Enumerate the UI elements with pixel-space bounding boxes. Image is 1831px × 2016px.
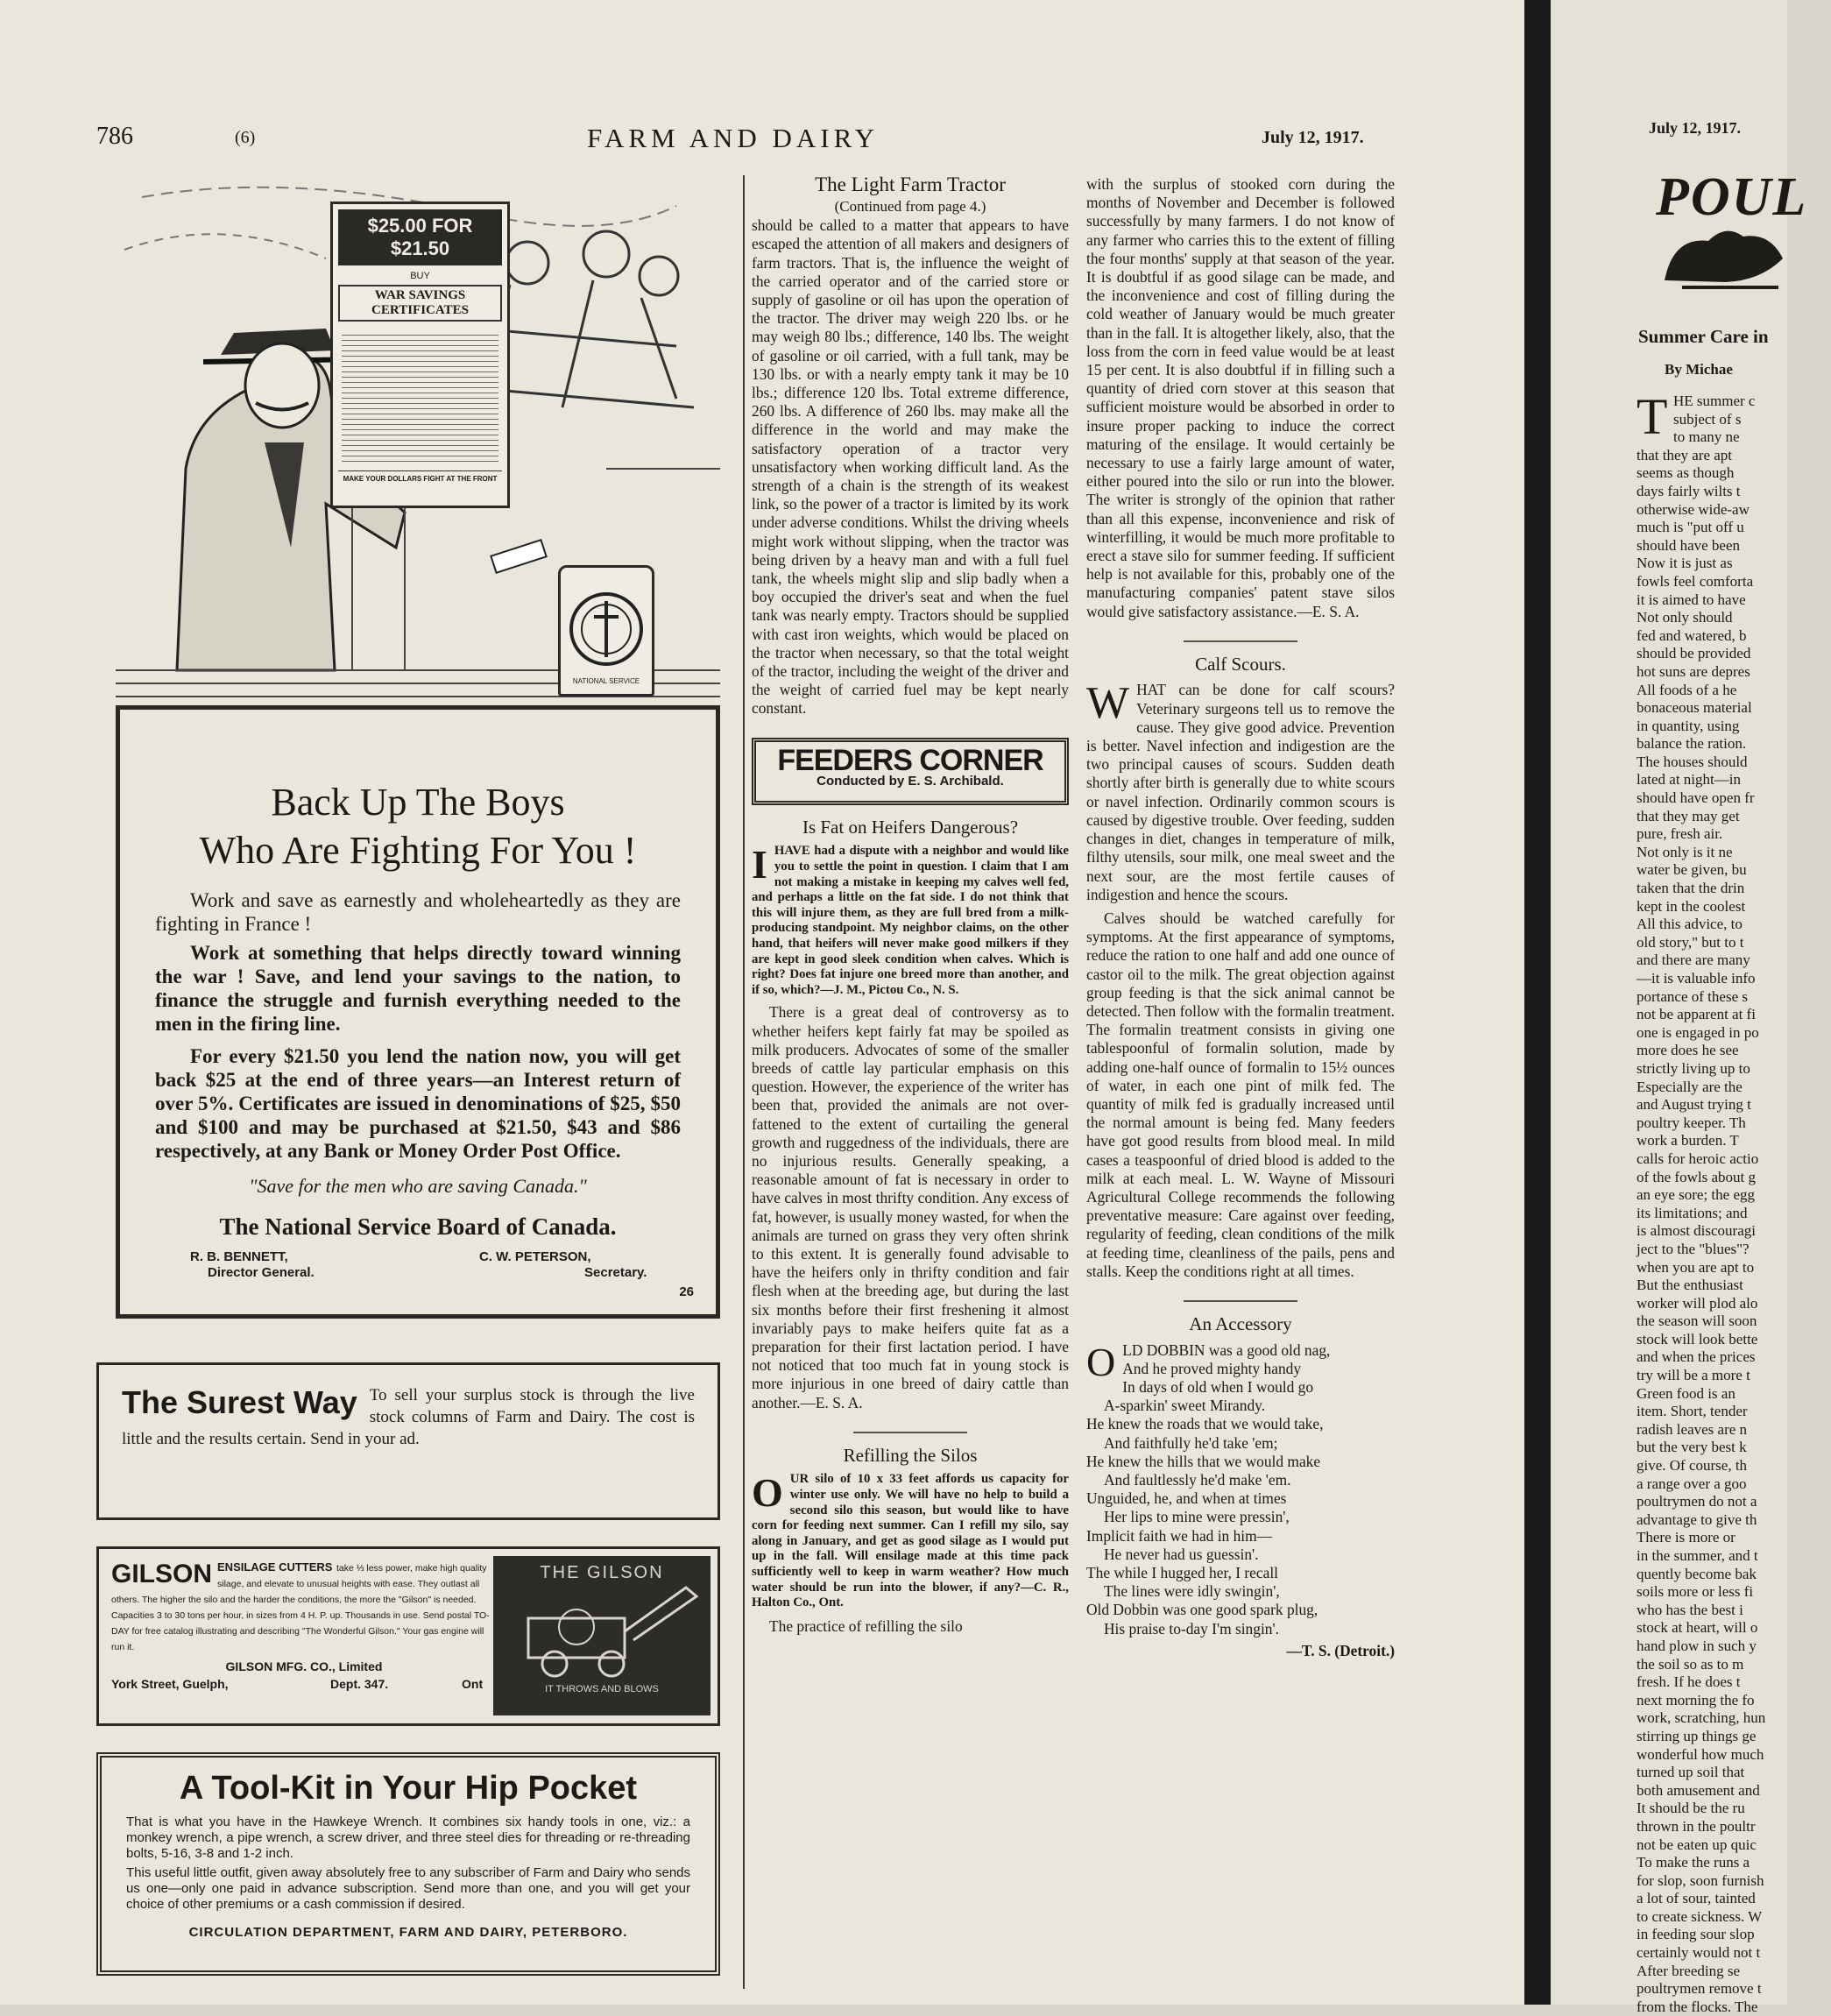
right-article-body [1637,393,1812,2016]
silos-drop-cap: O [752,1470,783,1516]
war-ad-illustration [116,180,720,705]
right-article-line: to many ne [1673,428,1740,446]
gilson-address: York Street, Guelph, [111,1677,229,1691]
cert-title: WAR SAVINGS CERTIFICATES [338,285,502,322]
poem-line: Implicit faith we had in him— [1086,1526,1273,1545]
right-article-line: for slop, soon furnish [1637,1871,1764,1889]
right-article-line: that they may get [1637,807,1740,824]
toolkit-p2: This useful little outfit, given away absolutely free to any subscriber of Farm and Dairy who sends us one—only one paid in advance subscription. Send more than one, and you will get your choice of other premiums or a cash commission if desired. [126,1865,690,1912]
right-article-line: Not only is it ne [1637,843,1733,860]
right-article-line: is almost discouragi [1637,1222,1756,1240]
right-article-line: should have been [1637,536,1741,554]
calf-drop-cap: W [1086,678,1130,729]
right-article-line: wonderful how much [1637,1745,1764,1763]
right-byline: By Michae [1665,361,1733,378]
sig1-title: Director General. [208,1265,315,1280]
toolkit-p1: That is what you have in the Hawkeye Wrench. It combines six handy tools in one, viz.: a monkey wrench, a pipe wrench, a screw driver, and three steel dies for threading or re-threading bolts, 5-16, 3-8 and 1-2 inch. [126,1814,690,1861]
ad-headline-2: Who Are Fighting For You ! [199,829,637,872]
right-article-line: certainly would not t [1637,1944,1761,1962]
ad-paragraph-3: For every $21.50 you lend the nation now, you will get back $25 at the end of three years—an Interest return of over 5%. Certificates are issued in denominations of $25, $50 and $100 and may be purchased at $21.50, $43 and $86 respectively, at any Bank or Money Order Post Office. [155,1045,681,1162]
tractor-title: The Light Farm Tractor [815,173,1006,195]
right-article-line: poultrymen remove t [1637,1980,1762,1998]
right-article-line: but the very best k [1637,1439,1747,1456]
poem-line: And faithfully he'd take 'em; [1104,1433,1278,1452]
right-article-line: of the fowls about g [1637,1168,1756,1185]
price-banner: $25.00 FOR $21.50 [338,209,502,265]
right-article-line: it is aimed to have [1637,591,1746,608]
toolkit-heading: A Tool-Kit in Your Hip Pocket [179,1770,638,1807]
right-article-line: that they are apt [1637,446,1733,463]
poem-line: In days of old when I would go [1122,1377,1314,1396]
poem-line: His praise to-day I'm singin'. [1104,1619,1279,1638]
right-article-line: should be provided [1637,645,1751,662]
right-article-line: Not only should [1637,609,1733,626]
poem-line: The lines were idly swingin', [1104,1582,1280,1601]
ad-paragraph-1: Work and save as earnestly and wholeheartedly as they are fighting in France ! [155,889,681,935]
right-article-line: give. Of course, th [1637,1457,1748,1475]
issue-date: July 12, 1917. [1262,128,1364,147]
poem-line: Unguided, he, and when at times [1086,1489,1287,1508]
page-gutter [1524,0,1551,2005]
poem-line: Her lips to mine were pressin', [1104,1508,1290,1526]
heifers-title: Is Fat on Heifers Dangerous? [802,816,1019,838]
right-article-line: from the flocks. The [1637,1998,1758,2015]
poem-line: The while I hugged her, I recall [1086,1564,1279,1581]
heifers-answer: There is a great deal of controversy as to whether heifers kept fairly fat may be spoiled as milk producers. Advocates of some of the smaller breeds of cattle lay particular emphasis on this question. However, the experience of the writer has been that, provided the animals are not over-fattened to the extent of curtailing the general growth and ruggedness of the individuals, there are no injurious results. Generally speaking, a reasonable amount of fat is necessary in order to have calves in most thrifty condition. Any excess of fat, however, is usually money wasted, for when the animals are turned on grass they very often shrink to this extent. It is generally found advisable to have the heifers only in thrifty condition and fair flesh when at the breeding age, but during the last six months before their first freshening it almost invariably pays to make heifers quite fat as a preparation for their first lactation period. I have not noticed that too much fat in young stock is more injurious in one breed of dairy cattle than another.—E. S. A. [752,1003,1069,1411]
right-article-line: All foods of a he [1637,681,1737,698]
right-article-line: when you are apt to [1637,1258,1755,1276]
surest-way-ad [96,1362,720,1520]
right-drop-cap: T [1637,388,1668,445]
right-article-line: calls for heroic actio [1637,1149,1759,1167]
gilson-brand: GILSON [111,1560,213,1588]
right-article-line: in quantity, using [1637,717,1740,734]
right-article-line: hand plow in such y [1637,1637,1757,1654]
right-article-line: not be eaten up quic [1637,1836,1757,1853]
right-article-line: bonaceous material [1637,699,1752,717]
poem-line: A-sparkin' sweet Mirandy. [1104,1397,1266,1415]
right-article-line: who has the best i [1637,1601,1743,1618]
calf-p2: Calves should be watched carefully for symptoms. At the first appearance of symptoms, reduce the ration to one half and add one ounce of castor oil to the milk. The great objection against group feeding is that the sick animal cannot be detected. Then follow with the formalin treatment. The formalin treatment consists in giving one tablespoonful of formalin solution, made by adding one-half ounce of formalin to 15½ ounces of water, in each one pint of milk fed. The quantity of milk fed is gradually increased until the normal amount is being fed. Many feeders have got good results from blood meal. In mild cases a teaspoonful of dried blood is added to the milk at each meal. L. W. Wayne of Missouri Agricultural College recommends the following preventative measure: Care against over feeding, regularity of feeding, clean conditions of the milk at feeding time, cleanliness of the pails, pens and stalls. Keep the conditions right at all times. [1086,909,1395,1280]
poem-line: And he proved mighty handy [1122,1359,1302,1377]
right-article-line: not be apparent at fi [1637,1006,1756,1023]
right-article-line: All this advice, to [1637,916,1743,933]
page-number: 786 [96,123,133,150]
poem-title: An Accessory [1189,1312,1292,1334]
poem-line: He knew the hills that we would make [1086,1452,1321,1470]
silos-answer-start: The practice of refilling the silo [769,1616,963,1635]
gilson-dept: Dept. 347. [330,1677,389,1691]
sig2-name: C. W. PETERSON, [479,1249,591,1264]
right-article-line: Especially are the [1637,1078,1743,1095]
right-article-line: water be given, bu [1637,861,1747,879]
gilson-address-line [111,1677,497,1694]
right-article-line: It should be the ru [1637,1800,1745,1817]
poem-author: —T. S. (Detroit.) [1286,1641,1395,1659]
column-3 [1086,175,1395,1660]
rooster-icon [1656,219,1787,289]
right-article-line: stock will look bette [1637,1330,1758,1348]
tractor-body: should be called to a matter that appears to have escaped the attention of all makers and designers of farm tractors. That is, the influence the weight of the carried operator and of the carried store or supply of gasoline or oil has upon the operation of the tractor. The driver may weigh 220 lbs. or he may weigh 80 lbs.; difference, 140 lbs. The weight of gasoline or oil carried, with a full tank, may be 130 lbs. or with a nearly empty tank it may be 10 lbs.; difference 120 lbs. Total extreme difference, 260 lbs. A difference of 260 lbs. may make all the difference in the world and may make the satisfactory operation of a tractor very unsatisfactory when working difficult land. As the strength of a chain is the strength of its weakest link, so the power of a tractor is limited by its work under adverse conditions. Whilst the driving wheels might work without slipping, when the tractor was being driven by a heavy man and with a full fuel tank, the wheels might slip and slip badly when a boy occupied the driver's seat and when the fuel tank was nearly empty. Tractors should be supplied with cast iron weights, which would be placed on the tractor when necessary, so that the total weight of the tractor, including the weight of the driver and the weight of carried fuel may be kept nearly constant. [752,216,1069,718]
masthead-text: POUL [1656,167,1808,227]
gilson-product: ENSILAGE CUTTERS [217,1560,333,1574]
right-article-line: one is engaged in po [1637,1023,1759,1041]
poem [1086,1341,1395,1660]
poem-line: He never had us guessin'. [1104,1545,1259,1563]
right-article-line: After breeding se [1637,1962,1741,1979]
gilson-company: GILSON MFG. CO., Limited [225,1659,383,1673]
tractor-subtitle: (Continued from page 4.) [834,197,986,215]
right-article-line: stock at heart, will o [1637,1619,1758,1637]
cert-fine-print [342,330,498,462]
heifers-letter-text: HAVE had a dispute with a neighbor and would like you to settle the point in question. I claim that I am not making a mistake in keeping my calves well fed, and perhaps a little on the fat side. I do not think that this will injure them, as they are full bred from a milk-producing standpoint. My neighbor claims, on the other hand, that heifers will never make good milkers if they are kept in good sleek condition when calves. Which is right? Does fat injure one breed more than another, and if so, which?—J. M., Pictou Co., N. S. [752,844,1069,997]
right-article-line: the season will soon [1637,1312,1757,1330]
right-article-line: to create sickness. W [1637,1907,1763,1925]
right-article-line: fowls feel comforta [1637,572,1754,590]
right-article-line: But the enthusiast [1637,1277,1743,1294]
right-article-line: and when the prices [1637,1348,1756,1366]
right-article-line: and August trying t [1637,1096,1751,1114]
right-article-line: days fairly wilts t [1637,482,1741,499]
poem-drop-cap: O [1086,1339,1116,1384]
heifers-drop-cap: I [752,842,767,888]
right-article-line: soils more or less fi [1637,1583,1754,1601]
ornament-divider [853,1432,967,1433]
right-article-line: next morning the fo [1637,1691,1755,1708]
right-article-line: should have open fr [1637,789,1755,807]
poem-line: LD DOBBIN was a good old nag, [1122,1340,1331,1359]
sig2-title: Secretary. [584,1265,647,1280]
right-article-line: Green food is an [1637,1384,1736,1402]
right-article-line: much is "put off u [1637,519,1744,536]
gilson-image [493,1556,710,1715]
right-article-line: poultrymen do not a [1637,1493,1757,1510]
poem-line: He knew the roads that we would take, [1086,1415,1324,1433]
right-article-line: ject to the "blues"? [1637,1240,1750,1257]
toolkit-footer: CIRCULATION DEPARTMENT, FARM AND DAIRY, PETERBORO. [188,1925,628,1940]
right-article-line: item. Short, tender [1637,1403,1748,1420]
right-article-line: quently become bak [1637,1565,1757,1582]
ad-paragraph-2: Work at something that helps directly toward winning the war ! Save, and lend your savings to the nation, to finance the struggle and furnish everything needed to the men in the firing line. [155,942,681,1035]
right-article-line: thrown in the poultr [1637,1817,1756,1835]
right-article-line: old story," but to t [1637,933,1744,951]
right-page [1551,0,1808,2015]
right-article-line: poultry keeper. Th [1637,1114,1746,1131]
right-article-line: taken that the drin [1637,880,1745,897]
right-article-line: seems as though [1637,464,1735,482]
right-article-line: more does he see [1637,1042,1739,1059]
silos-letter [752,1472,1069,1610]
right-article-line: stirring up things ge [1637,1727,1757,1744]
ornament-divider [1184,640,1297,642]
right-article-line: its limitations; and [1637,1204,1748,1221]
section-number: (6) [235,128,256,147]
right-article-line: HE summer c [1673,393,1756,409]
ad-board: The National Service Board of Canada. [219,1213,617,1240]
gilson-image-title: THE GILSON [540,1563,664,1582]
right-article-line: in the summer, and t [1637,1547,1758,1564]
ad-signatures [155,1241,694,1299]
right-article-line: work, scratching, hun [1637,1709,1766,1727]
seal-text: NATIONAL SERVICE [572,677,640,685]
right-article-line: fed and watered, b [1637,626,1747,644]
right-article-line: worker will plod alo [1637,1294,1758,1312]
poultry-masthead [1656,166,1831,298]
right-article-line: There is more or [1637,1529,1736,1546]
right-article-line: advantage to give th [1637,1510,1757,1528]
certificate-poster [330,202,510,508]
right-article-line: in feeding sour slop [1637,1926,1755,1943]
column-2 [752,175,1069,1641]
feeders-heading: FEEDERS CORNER [777,743,1043,777]
right-article-line: work a burden. T [1637,1132,1739,1149]
right-article-line: pure, fresh air. [1637,825,1723,843]
ad-headline-1: Back Up The Boys [271,781,565,824]
right-article-title: Summer Care in [1638,326,1769,347]
right-article-line: To make the runs a [1637,1854,1750,1871]
sig1-name: R. B. BENNETT, [190,1249,288,1264]
right-article-line: The houses should [1637,753,1748,770]
poem-line: And faultlessly he'd make 'em. [1104,1470,1291,1489]
feeders-byline: Conducted by E. S. Archibald. [817,774,1004,789]
gilson-image-caption: IT THROWS AND BLOWS [545,1684,659,1694]
right-article-line: —it is valuable info [1637,970,1756,987]
right-article-line: an eye sore; the egg [1637,1186,1755,1204]
gilson-prov: Ont [462,1677,484,1691]
cert-footer: MAKE YOUR DOLLARS FIGHT AT THE FRONT [338,470,502,483]
ensilage-cutter-icon [493,1583,710,1680]
right-article-line: subject of s [1673,410,1742,428]
ad-slogan: "Save for the men who are saving Canada." [249,1175,587,1197]
cert-buy: BUY [410,271,430,281]
column-rule [743,175,745,1989]
gilson-body: take ⅓ less power, make high quality silage, and elevate to unusual heights with ease. They outlast all others. The higher the silo and the harder the conditions, the more the "Gilson" is needed. Capacities 3 to 30 tons per hour, in sizes from 4 H. P. up. Thousands in use. Send postal TO-DAY for free catalog illustrating and describing "The Wonderful Gilson." Your gas engine will run it. [111,1563,490,1652]
right-article-line: a lot of sour, tainted [1637,1890,1756,1907]
war-savings-ad [116,705,720,1319]
feeders-corner-box [752,738,1069,805]
calf-p1-text: HAT can be done for calf scours? Veterinary surgeons tell us to remove the cause. They give good advice. Prevention is better. Navel infection and indigestion are the two principal causes of scours. Sudden death shortly after birth is generally due to white scours or navel infection. Ordinarily common scours is caused by digestive trouble. Over feeding, sudden changes in diet, changes in temperature of milk, filthy utensils, sour milk, one meal sweet and the next sour, are the most fertile causes of indigestion and hence the scours. [1086,681,1395,903]
national-service-seal [558,565,654,697]
right-article-line: strictly living up to [1637,1059,1750,1077]
toolkit-ad [96,1752,720,1976]
calf-p1 [1086,678,1395,903]
right-article-line: hot suns are depres [1637,662,1750,680]
right-article-line: kept in the coolest [1637,897,1746,915]
gilson-ad [96,1546,720,1726]
calf-title: Calf Scours. [1195,653,1286,675]
silos-letter-text: UR silo of 10 x 33 feet affords us capacity for winter use only. We will have no help to build a second silo this season, but would like to have corn for feeding next summer. Can I refill my silo, say along in January, and get as good silage as I would put up in the fall. Will ensilage made at this time pack sufficiently well to keep in warm weather? How much water should be run into the blower, if any?—C. R., Halton Co., Ont. [752,1472,1069,1610]
right-article-line: lated at night—in [1637,771,1741,789]
right-article-line: a range over a goo [1637,1475,1747,1492]
right-article-line: otherwise wide-aw [1637,500,1750,518]
right-article-line: turned up soil that [1637,1764,1745,1781]
silos-title: Refilling the Silos [843,1444,978,1466]
ornament-divider [1184,1300,1297,1302]
right-article-line: radish leaves are n [1637,1420,1748,1438]
seal-emblem-icon [561,585,652,673]
right-article-line: and there are many [1637,951,1750,969]
poem-line: Old Dobbin was one good spark plug, [1086,1601,1318,1619]
newspaper-title: FARM AND DAIRY [587,123,879,153]
surest-text: To sell your surplus stock is through the live stock columns of Farm and Dairy. The cost is little and the results certain. Send in your ad. [122,1386,695,1448]
heifers-letter [752,844,1069,998]
ad-number: 26 [679,1284,694,1299]
right-article-line: try will be a more t [1637,1367,1750,1384]
right-article-line: balance the ration. [1637,735,1747,753]
right-article-line: fresh. If he does t [1637,1673,1741,1691]
right-article-line: Now it is just as [1637,555,1733,572]
surest-heading: The Surest Way [122,1384,357,1420]
right-article-line: both amusement and [1637,1781,1760,1799]
right-page-date: July 12, 1917. [1649,119,1742,137]
silos-continued: with the surplus of stooked corn during the months of November and December is followed successfully by many farmers. I do not know of any farmer who carries this to the extent of filling the four months' supply at that season of the year. It is doubtful if as good silage can be made, and the inconvenience and cost of filling during the cold weather of January would be much greater than in the fall. It is altogether likely, also, that the loss from the corn in feed value would be at least 15 per cent. It is also doubtful if in filling such a quantity of dried corn stover at this season that sufficient moisture would be absorbed in order to insure proper packing to induce the correct maturing of the ensilage. It would certainly be necessary to use a fairly large amount of water, either poured into the silo or run into the blower. The writer is strongly of the opinion that rather than all this expense, inconvenience and risk of winterfilling, it would be much more profitable to erect a stave silo for summer feeding. If sufficient help is not available for this, probably one of the manufacturing companies' patent stave silos would give satisfactory assistance.—E. S. A. [1086,175,1395,620]
right-article-line: the soil so as to m [1637,1655,1744,1673]
right-article-line: portance of these s [1637,987,1748,1005]
